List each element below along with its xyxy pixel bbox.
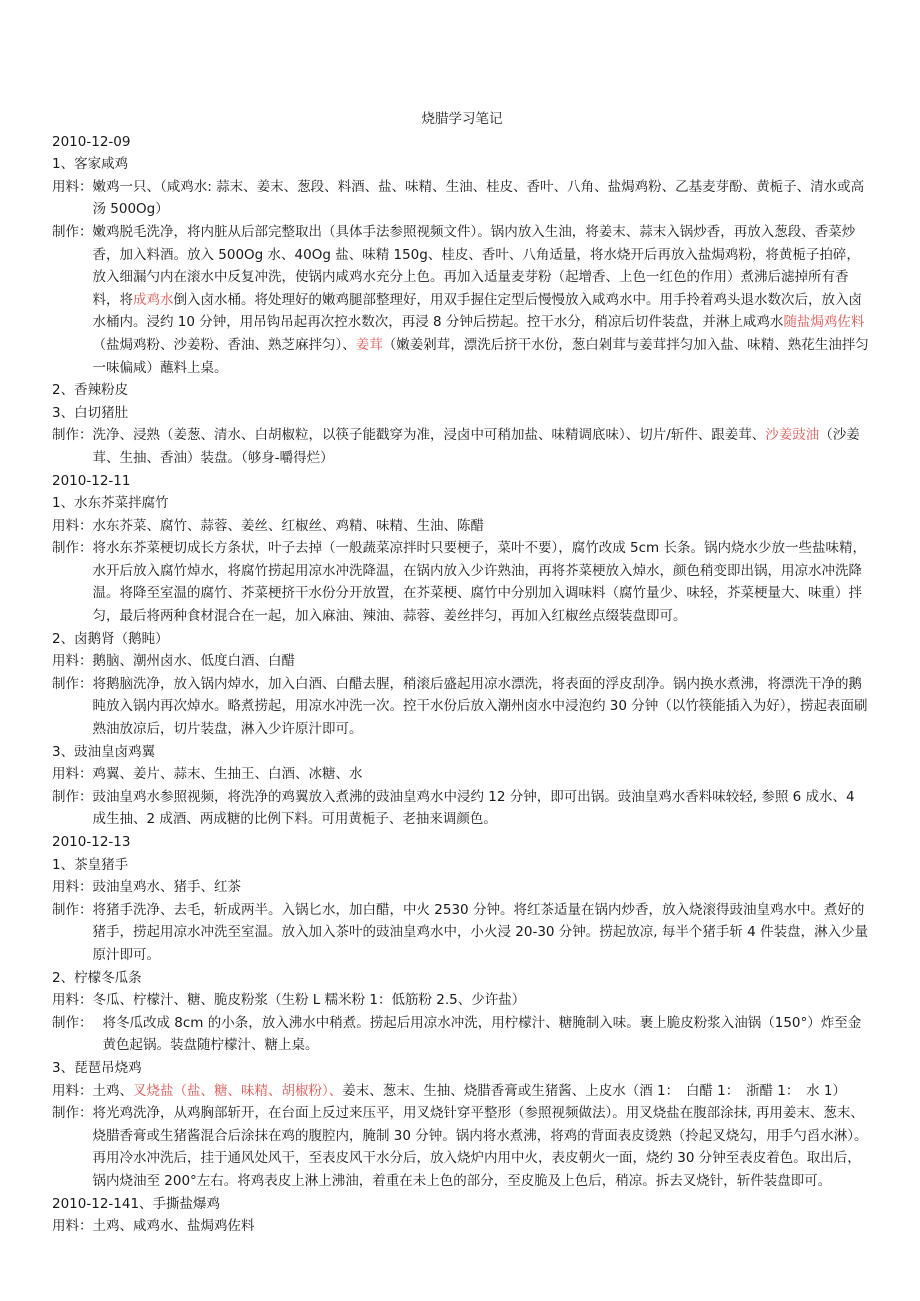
recipe-entry [52, 899, 872, 967]
recipe-entry [52, 989, 872, 1012]
recipe-entry [52, 221, 872, 379]
highlighted-text: 姜茸 [355, 336, 383, 353]
entry-text-part: 土鸡、 [92, 1082, 133, 1099]
entry-label: 制作： [52, 1014, 93, 1031]
recipe-entry [52, 176, 872, 221]
recipe-heading: 1、茶皇猪手 [52, 856, 129, 873]
recipe-entry [52, 1080, 872, 1103]
entry-text [93, 1080, 873, 1103]
section-date: 2010-12-09 [52, 133, 131, 150]
entry-text [93, 763, 873, 786]
entry-text [93, 176, 873, 221]
entry-text [93, 899, 873, 967]
entry-text-part: 土鸡、咸鸡水、盐焗鸡佐料 [92, 1218, 255, 1235]
entry-label: 制作： [52, 675, 93, 692]
entry-text-part: 将光鸡洗净，从鸡胸部斩开，在台面上反过来压平，用叉烧针穿平整形（参照视频做法）。用叉烧盐在腹部涂抹, 再用姜末、葱末、烧腊香膏或生猪酱混合后涂抹在鸡的腹腔内，腌制 30 分钟。锅内将水煮沸，将鸡的背面表皮烫熟（拎起叉烧勾，用手勺舀水淋）。再用冷水冲洗后，挂于通风处风干，至表皮风干水分后，放入烧炉内用中火，表皮朝火一面，烧约 30 分钟至表皮着色。取出后，锅内烧油至 200°左右。将鸡表皮上淋上沸油，着重在未上色的部分，至皮脆及上色后，稍凉。拆去叉烧针，斩件装盘即可。 [92, 1105, 868, 1189]
highlighted-text: 叉烧盐（盐、糖、味精、胡椒粉）、 [133, 1082, 343, 1099]
entry-text-part: 鸡翼、姜片、蒜末、生抽王、白酒、冰糖、水 [92, 766, 363, 783]
highlighted-text: 沙姜豉油 [765, 427, 820, 444]
recipe-heading: 2、香辣粉皮 [52, 382, 129, 399]
document-title: 烧腊学习笔记 [421, 111, 503, 127]
recipe-heading: 3、白切猪肚 [52, 404, 129, 421]
recipe-entry [52, 650, 872, 673]
entry-text-part: 豉油皇鸡水参照视频，将洗净的鸡翼放入煮沸的豉油皇鸡水中浸约 12 分钟，即可出锅。豉油皇鸡水香料味较轻, 参照 6 成水、4 成生抽、2 成酒、两成糖的比例下料。可用黄栀子、老抽来调颜色。 [92, 788, 855, 828]
recipe-entry [52, 673, 872, 741]
entry-text-part: 倒入卤水桶。将处理好的嫩鸡腿部整理好，用双手握住定型后慢慢放入咸鸡水中。用手拎着鸡头退水数次后，放入卤水桶内。浸约 10 分钟，用吊钩吊起再次控水数次，再浸 8 分钟后捞起。控干水分，稍凉后切件装盘，并淋上咸鸡水 [92, 291, 862, 331]
entry-text-part: 姜末、葱末、生抽、烧腊香膏或生猪酱、上皮水（酒 1： 白醋 1： 浙醋 1： 水 1） [342, 1082, 847, 1099]
entry-label: 制作： [52, 901, 93, 918]
entry-text-part: 洗净、浸熟（姜葱、清水、白胡椒粒，以筷子能戳穿为准，浸卤中可稍加盐、味精调底味）、切片/斩件、跟姜茸、 [92, 427, 766, 444]
entry-text-part: （沙姜茸、生抽、香油）装盘。（够身-嚼得烂） [92, 427, 860, 466]
entry-label: 制作： [52, 1105, 93, 1122]
entry-text [93, 537, 873, 627]
document-body [52, 131, 872, 1238]
entry-text-part: （嫩姜剁茸，漂洗后挤干水份，葱白剁茸与姜茸拌匀加入盐、味精、熟花生油拌匀一味偏咸）蘸料上桌。 [92, 336, 869, 376]
highlighted-text: 成鸡水 [133, 291, 174, 308]
entry-label: 用料： [52, 517, 93, 534]
entry-label: 用料： [52, 1218, 93, 1235]
recipe-entry [52, 763, 872, 786]
entry-text [93, 1215, 873, 1238]
recipe-entry [52, 1012, 872, 1057]
recipe-heading: 1、水东芥菜拌腐竹 [52, 495, 169, 512]
entry-text [93, 424, 873, 469]
recipe-entry [52, 537, 872, 627]
entry-label: 用料： [52, 879, 93, 896]
entry-label: 用料： [52, 1082, 93, 1099]
entry-label: 制作： [52, 427, 93, 444]
section-date: 2010-12-141、手撕盐爆鸡 [52, 1195, 221, 1212]
recipe-entry [52, 876, 872, 899]
recipe-entry [52, 1215, 872, 1238]
section-date: 2010-12-13 [52, 834, 131, 850]
entry-label: 制作： [52, 540, 93, 557]
entry-text [93, 989, 873, 1012]
entry-text [93, 876, 873, 899]
entry-label: 用料： [52, 178, 93, 195]
entry-label: 制作： [52, 788, 93, 805]
entry-label: 制作： [52, 223, 93, 240]
entry-text [93, 650, 873, 673]
section-date: 2010-12-11 [52, 472, 131, 489]
entry-text-part: 嫩鸡脱毛洗净，将内脏从后部完整取出（具体手法参照视频文件）。锅内放入生油，将姜末、蒜末入锅炒香，再放入葱段、香菜炒香，加入料酒。放入 500Og 水、40Og 盐、味精 150g、桂皮、香叶、八角适量，将水烧开后再放入盐焗鸡粉，将黄栀子拍碎，放入细漏勺内在滚水中反复冲洗，使锅内咸鸡水充分上色。再加入适量麦芽粉（起增香、上色一红色的作用）煮沸后滤掉所有香料，将 [92, 223, 860, 308]
recipe-heading: 2、柠檬冬瓜条 [52, 969, 142, 986]
entry-text [93, 1012, 873, 1057]
recipe-heading: 3、琵琶吊烧鸡 [52, 1059, 142, 1076]
entry-text [93, 221, 873, 379]
entry-text-part: 水东芥菜、腐竹、蒜蓉、姜丝、红椒丝、鸡精、味精、生油、陈醋 [92, 517, 484, 534]
highlighted-text: 随盐焗鸡佐料 [783, 314, 865, 331]
recipe-entry [52, 786, 872, 831]
entry-label: 用料： [52, 766, 93, 783]
entry-text-part: 将猪手洗净、去毛，斩成两半。入锅匕水，加白醋，中火 2530 分钟。将红茶适量在锅内炒香，放入烧滚得豉油皇鸡水中。煮好的猪手，捞起用凉水冲洗至室温。放入加入茶叶的豉油皇鸡水中，小火浸 20-30 分钟。捞起放凉, 每半个猪手斩 4 件装盘，淋入少量原汁即可。 [92, 901, 869, 963]
entry-text [93, 515, 873, 538]
entry-text-part: 将水东芥菜梗切成长方条状，叶子去掉（一般蔬菜凉拌时只要梗子，菜叶不要），腐竹改成 5cm 长条。锅内烧水少放一些盐味精，水开后放入腐竹焯水，将腐竹捞起用凉水冲洗降温，在锅内放入少许熟油，再将芥菜梗放入焯水，颜色稍变即出锅，用凉水冲洗降温。将降至室温的腐竹、芥菜梗挤干水份分开放置，在芥菜梗、腐竹中分别加入调味料（腐竹量少、味轻，芥菜梗量大、味重）拌匀，最后将两种食材混合在一起，加入麻油、辣油、蒜蓉、姜丝拌匀，再加入红椒丝点缀装盘即可。 [92, 540, 866, 625]
entry-text-part: 冬瓜、柠檬汁、糖、脆皮粉浆（生粉 L 糯米粉 1：低筋粉 2.5、少许盐） [92, 992, 526, 1009]
recipe-heading: 2、卤鹅肾（鹅盹） [52, 630, 169, 647]
entry-text-part: 嫩鸡一只、（咸鸡水: 蒜末、姜末、葱段、料酒、盐、味精、生油、桂皮、香叶、八角、盐焗鸡粉、乙基麦芽酚、黄栀子、清水或高汤 500Og） [92, 178, 865, 218]
entry-text-part: 鹅脑、潮州卤水、低度白酒、白醋 [92, 653, 295, 670]
entry-text [93, 1102, 873, 1192]
recipe-entry [52, 424, 872, 469]
entry-text [93, 786, 873, 831]
entry-text-part: 将鹅脑洗净，放入锅内焯水，加入白酒、白醋去腥，稍滚后盛起用凉水漂洗，将表面的浮皮刮净。锅内换水煮沸，将漂洗干净的鹅盹放入锅内再次焯水。略煮捞起，用凉水冲洗一次。控干水份后放入潮州卤水中浸泡约 30 分钟（以竹筷能插入为好），捞起表面刷熟油放凉后，切片装盘，淋入少许原汁即可。 [92, 675, 868, 738]
recipe-entry [52, 1102, 872, 1192]
entry-label: 用料： [52, 653, 93, 670]
entry-text [93, 673, 873, 741]
recipe-heading: 3、豉油皇卤鸡翼 [52, 743, 156, 760]
entry-text-part: 豉油皇鸡水、猪手、红茶 [92, 879, 241, 896]
entry-text-part: 将冬瓜改成 8cm 的小条，放入沸水中稍煮。捞起后用凉水冲洗，用柠檬汁、糖腌制入味。裹上脆皮粉浆入油锅（150°）炸至金黄色起锅。装盘随柠檬汁、糖上桌。 [102, 1014, 862, 1054]
recipe-heading: 1、客家咸鸡 [52, 156, 129, 173]
entry-text-part: （盐焗鸡粉、沙姜粉、香油、熟芝麻拌匀）、 [92, 336, 356, 353]
recipe-entry [52, 515, 872, 538]
entry-label: 用料： [52, 992, 93, 1009]
